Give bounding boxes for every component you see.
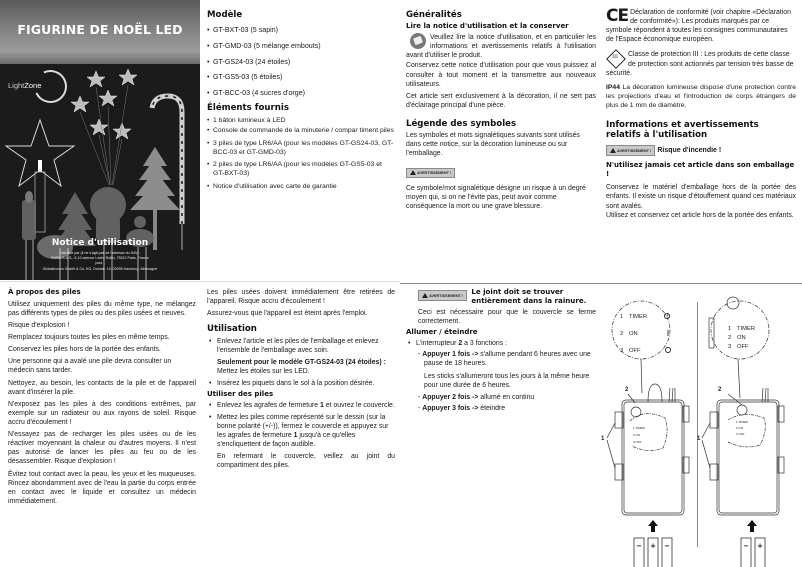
model-item: • GT-BCC-03 (4 sucres d'orge) bbox=[207, 89, 395, 98]
fire-risk-text: Risque d'incendie ! bbox=[657, 147, 722, 155]
warning-triangle-icon bbox=[410, 170, 416, 175]
ip44-section bbox=[606, 84, 796, 111]
diagram-3-batteries bbox=[600, 290, 697, 560]
callout-1: 1 bbox=[697, 436, 701, 442]
switch-text: a 3 fonctions : bbox=[462, 339, 507, 347]
column-general bbox=[406, 10, 596, 211]
read-notice-p3: Cet article sert exclusivement à la décoration, il ne sert pas d'éclairage principal d'une pièce. bbox=[406, 92, 596, 109]
cover-notice-title: Notice d'utilisation bbox=[51, 238, 149, 248]
step-text: et ouvrez le couvercle. bbox=[323, 401, 395, 409]
step-text: jusqu'à ce qu'elles s'encliquettent de façon audible. bbox=[217, 431, 356, 448]
class3-symbol: III bbox=[612, 54, 619, 61]
warning-badge-sample bbox=[406, 168, 596, 179]
battery-1-top: − bbox=[743, 542, 749, 550]
usage-heading: Utilisation bbox=[207, 324, 257, 335]
included-item: • 3 piles de type LR6/AA (pour les modèles GT-GS24-03, GT-BCC-03 et GT-GMD-03) bbox=[207, 140, 395, 158]
press-3-label: Appuyer 3 fois -> bbox=[422, 404, 479, 412]
symbols-heading: Légende des symboles bbox=[406, 118, 517, 129]
warning-description: Ce symbole/mot signalétique désigne un risque à un degré moyen qui, si on ne l'évite pas, peut avoir comme conséquence la mort ou une grave blessure. bbox=[406, 185, 586, 211]
read-notice-p2: Conservez cette notice d'utilisation pour que vous puissiez al consulter à tout moment et la transmettre aux nouveaux utilisateurs. bbox=[406, 62, 596, 88]
press-2-text: allumé en continu bbox=[478, 393, 535, 401]
warning-triangle-icon bbox=[610, 148, 616, 153]
usage-list bbox=[207, 337, 395, 388]
cover-title: FIGURINE DE NOËL LED bbox=[17, 22, 183, 37]
mode-off: OFF bbox=[629, 348, 641, 354]
press-1-label: Appuyer 1 fois -> bbox=[422, 351, 479, 359]
svg-text:2 ON: 2 ON bbox=[633, 433, 641, 437]
press-1-text: s'allume pendant 6 heures avec une pause de 18 heures. bbox=[424, 351, 591, 368]
battery-3-top: − bbox=[664, 542, 670, 550]
column-batteries bbox=[8, 288, 196, 506]
step-text: Enlevez les agrafes de fermeture bbox=[217, 401, 321, 409]
battery-diagram bbox=[600, 290, 802, 560]
warning-badge-label: AVERTISSEMENT ! bbox=[617, 148, 652, 153]
function-press-1: - Appuyer 1 fois -> s'allume pendant 6 heures avec une pause de 18 heures. bbox=[418, 351, 591, 368]
svg-text:3 OFF: 3 OFF bbox=[633, 440, 642, 444]
battery-para: N'exposez pas les piles à des conditions extrêmes, par exemple sur un radiateur ou aux rayons de soleil. Risque accru d'écoulement ! bbox=[8, 400, 196, 426]
models-list bbox=[207, 26, 395, 98]
distrib-line: pour : bbox=[95, 261, 105, 266]
mode-timer: TIMER bbox=[737, 326, 756, 332]
warning-badge-label: AVERTISSEMENT ! bbox=[417, 171, 452, 176]
brand-logo-text bbox=[8, 81, 41, 91]
batteries-heading: À propos des piles bbox=[8, 288, 81, 296]
callout-2: 2 bbox=[625, 387, 629, 393]
gs24-note-text: Mettez les étoiles sur les LED. bbox=[217, 367, 310, 375]
ip44-label: IP44 bbox=[606, 83, 620, 91]
mode-3: 3 bbox=[620, 348, 624, 354]
packaging-warning: Conservez le matériel d'emballage hors de la portée des enfants. Il existe un risque d'étouffement quand ces matériaux sont avalés. bbox=[606, 184, 796, 210]
gs24-note-bold: Seulement pour le modèle GT-GS24-03 (24 étoiles) : bbox=[217, 358, 386, 366]
function-press-3: - Appuyer 3 fois -> éteindre bbox=[418, 404, 506, 412]
callout-number: 1 bbox=[293, 431, 298, 439]
mode-off: OFF bbox=[737, 344, 749, 350]
seal-note: Ceci est nécessaire pour que le couvercle se ferme correctement. bbox=[418, 308, 596, 325]
distrib-line: Globaltronics GmbH & Co. KG, Domstr. 19, 20095 Hamburg, Allemagne bbox=[42, 266, 158, 271]
battery-1-top: − bbox=[636, 542, 642, 550]
ce-section bbox=[606, 8, 796, 44]
battery-para: N'essayez pas de recharger les piles usées ou de les réactiver moyennant la chaleur ou d'autres moyens. Il n'est pas autorisé de lancer les piles au feu ou de les désassembler. Risque d'explosion ! bbox=[8, 431, 196, 466]
usage-step: • Insérez les piquets dans le sol à la position désirée. bbox=[207, 379, 395, 388]
general-heading: Généralités bbox=[406, 10, 462, 20]
column-switch bbox=[406, 288, 596, 413]
svg-text:1 TIMER: 1 TIMER bbox=[633, 426, 645, 430]
seal-warning-text: Le joint doit se trouver entièrement dans la rainure. bbox=[471, 287, 587, 305]
model-item: • GT-GS5-03 (5 étoiles) bbox=[207, 73, 395, 82]
callout-1: 1 bbox=[601, 436, 605, 442]
callout-number: 2 bbox=[458, 339, 463, 347]
read-notice-section bbox=[406, 33, 596, 110]
switch-intro bbox=[406, 339, 596, 348]
battery-para: Nettoyez, au besoin, les contacts de la pile et de l'appareil avant d'insérer la pile. bbox=[8, 379, 196, 396]
function-press-2: - Appuyer 2 fois -> allumé en continu bbox=[418, 393, 535, 401]
step-text: Mettez les piles comme représenté sur le dessin (sur la bonne polarité (+/-)), fermez le couvercle et appuyez sur les agrafes de fermeture bbox=[217, 413, 389, 439]
class3-section bbox=[606, 50, 796, 77]
usage-step-text: Enlevez l'article et les piles de l'emballage et enlevez l'ensemble de l'emballage avec soin. bbox=[217, 337, 379, 354]
children-warning: Utilisez et conservez cet article hors de la portée des enfants. bbox=[606, 211, 794, 219]
included-item: • Console de commande de la minuterie / compar timent piles bbox=[207, 127, 395, 136]
switch-text: L'interrupteur bbox=[416, 339, 459, 347]
battery-step bbox=[207, 413, 395, 471]
battery-para: Utilisez uniquement des piles du même type, ne mélangez pas différents types de piles ou des piles usées et neuves. bbox=[8, 300, 196, 317]
battery-para: Remplacez toujours toutes les piles en même temps. bbox=[8, 334, 170, 342]
never-in-packaging: N'utilisez jamais cet article dans son emballage ! bbox=[606, 160, 795, 178]
page-divider-right bbox=[400, 283, 802, 284]
mode-1: 1 bbox=[620, 314, 624, 320]
fire-risk-line bbox=[606, 145, 796, 156]
callout-number: 1 bbox=[320, 401, 324, 409]
press-1-extra: Les sticks s'allumeront tous les jours à la même heure pour une durée de 6 heures. bbox=[424, 372, 590, 389]
column-symbols bbox=[606, 8, 796, 220]
included-item: • 1 bâton lumineux à LED bbox=[207, 117, 395, 126]
svg-text:1 TIMER: 1 TIMER bbox=[736, 420, 748, 424]
brand-zone: Zone bbox=[24, 81, 42, 90]
battery-2-top: + bbox=[650, 542, 656, 550]
brand-light: Light bbox=[8, 81, 25, 90]
battery-para: Évitez tout contact avec la peau, les yeux et les muqueuses. Rincez abondamment avec de l'eau la partie du corps entrée en contact avec le liquide et consultez un médecin immédiatement. bbox=[8, 470, 196, 505]
cover-panel bbox=[0, 0, 200, 280]
column-usage bbox=[207, 288, 395, 473]
battery-para: Une personne qui a avalé une pile devra consulter un médecin sans tarder. bbox=[8, 358, 172, 375]
battery-para: Conservez les piles hors de la portée des enfants. bbox=[8, 346, 161, 354]
cover-distributor bbox=[0, 251, 200, 272]
battery-steps bbox=[207, 401, 395, 470]
mode-2: 2 bbox=[728, 335, 732, 341]
warning-badge-label: AVERTISSEMENT ! bbox=[429, 293, 464, 298]
mode-timer: TIMER bbox=[629, 314, 648, 320]
mode-on: ON bbox=[629, 331, 638, 337]
page-divider-left bbox=[0, 281, 400, 282]
battery-2-top: + bbox=[757, 542, 763, 550]
ip44-text: La décoration lumineuse dispose d'une protection contre les projections d'eau et l'introduction de corps étrangers de plus de 1 mm de diamètre. bbox=[606, 83, 796, 109]
mode-3: 3 bbox=[728, 344, 732, 350]
press-2-label: Appuyer 2 fois -> bbox=[422, 393, 479, 401]
mode-on: ON bbox=[737, 335, 746, 341]
models-heading: Modèle bbox=[207, 10, 243, 20]
ce-mark-icon: CE bbox=[606, 6, 629, 26]
svg-text:2 ON: 2 ON bbox=[736, 426, 744, 430]
distrib-line: Distribué par (il ne s'agit pas de l'adresse du SAV) : bbox=[59, 251, 141, 255]
read-manual-icon bbox=[410, 33, 426, 49]
mode-2: 2 bbox=[620, 331, 624, 337]
read-notice-heading: Lire la notice d'utilisation et la conserver bbox=[406, 22, 569, 31]
model-item: • GT-GMD-03 (5 mélange embouts) bbox=[207, 42, 395, 51]
seal-note: En refermant le couvercle, veillez au joint du compartiment des piles. bbox=[217, 452, 395, 470]
brand-logo bbox=[8, 70, 64, 104]
spent-batteries-text: Les piles usées doivent immédiatement être retirées de l'appareil. Risque accru d'écoulement ! bbox=[207, 289, 395, 306]
diagram-2-batteries bbox=[697, 290, 802, 560]
model-item: • GT-GS24-03 (24 étoiles) bbox=[207, 58, 395, 67]
diagram-divider bbox=[697, 302, 698, 547]
switch-functions bbox=[406, 350, 596, 413]
model-item: • GT-BXT-03 (5 sapin) bbox=[207, 26, 395, 35]
on-off-heading: Allumer / éteindre bbox=[406, 327, 478, 336]
distrib-line: PMRA S.A.S., 8-10 avenue Ledru Rollin, 75012 Paris, France bbox=[51, 256, 149, 261]
class3-text: Classe de protection III : Les produits de cette classe de protection sont actionnés par tension très basse de sécurité. bbox=[606, 51, 794, 77]
column-models bbox=[207, 10, 395, 196]
seal-warning bbox=[406, 288, 596, 306]
warning-triangle-icon bbox=[422, 293, 428, 298]
battery-step bbox=[207, 401, 395, 410]
mode-1: 1 bbox=[728, 326, 732, 332]
warning-badge bbox=[606, 145, 655, 156]
included-item: • 2 piles de type LR6/AA (pour les modèles GT-GS5-03 et GT-BXT-03) bbox=[207, 161, 395, 179]
included-item: • Notice d'utilisation avec carte de garantie bbox=[207, 183, 395, 192]
warning-badge bbox=[406, 168, 455, 179]
use-batteries-heading: Utiliser des piles bbox=[207, 390, 274, 399]
ce-text: Déclaration de conformité (voir chapitre «Déclaration de conformité»): Les produits marqués par ce symbole répondent à toutes les consignes communautaires de l'Espace économique européen. bbox=[606, 9, 791, 44]
read-notice-p1: Veuillez lire la notice d'utilisation, et en particulier les informations et avertissements relatifs à l'utilisation avant d'utiliser le produit. bbox=[406, 34, 596, 60]
switch-off-text: Assurez-vous que l'appareil est éteint après l'emploi. bbox=[207, 310, 368, 318]
callout-2: 2 bbox=[718, 387, 722, 393]
usage-step bbox=[207, 337, 395, 376]
warning-badge bbox=[418, 290, 467, 301]
switch-list bbox=[406, 339, 596, 348]
usage-warnings-heading: Informations et avertissements relatifs à l'utilisation bbox=[606, 119, 759, 140]
symbols-intro: Les symboles et mots signalétiques suivants sont utilisés dans cette notice, sur la décoration lumineuse ou sur l'emballage. bbox=[406, 132, 580, 158]
gs24-note bbox=[217, 358, 395, 376]
included-list bbox=[207, 117, 395, 193]
battery-para: Risque d'explosion ! bbox=[8, 321, 70, 329]
svg-text:3 OFF: 3 OFF bbox=[736, 432, 745, 436]
included-heading: Éléments fournis bbox=[207, 103, 289, 114]
press-3-text: éteindre bbox=[478, 404, 506, 412]
